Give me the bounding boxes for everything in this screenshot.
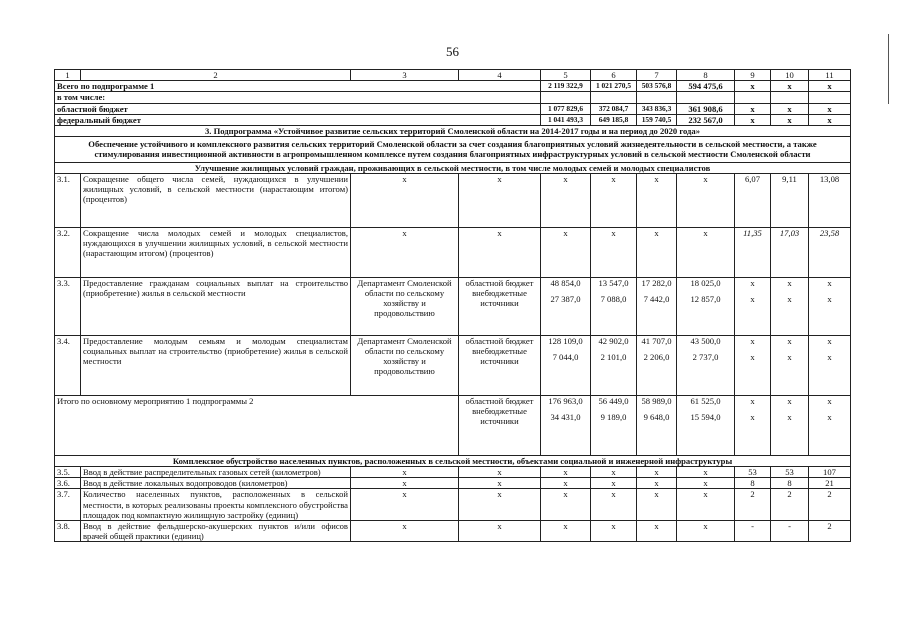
table-row [55, 173, 851, 227]
value-a: 48 854,0 [550, 277, 581, 288]
cell [637, 395, 677, 455]
cell: х [459, 521, 541, 542]
table-row [55, 489, 851, 521]
summary-value: 649 185,8 [591, 114, 637, 125]
col-header: 7 [637, 70, 677, 81]
cell: х [459, 489, 541, 521]
cell: 2 [809, 489, 851, 521]
section-row [55, 162, 851, 173]
summary-value: 594 475,6 [677, 81, 735, 92]
row-number: 3.6. [55, 478, 81, 489]
funding-source [459, 395, 541, 455]
cell: 2 [735, 489, 771, 521]
cell: х [677, 227, 735, 277]
summary-value: х [771, 103, 809, 114]
source-extrabudget: внебюджетные источники [472, 406, 527, 427]
x-mark: х [787, 277, 792, 288]
margin-line [888, 34, 889, 104]
summary-value: х [771, 81, 809, 92]
x-mark: х [750, 294, 755, 305]
value-b: 7 044,0 [552, 352, 579, 363]
x-mark: х [750, 412, 755, 423]
cell [677, 277, 735, 335]
cell: х [591, 478, 637, 489]
cell [591, 395, 637, 455]
cell: 11,35 [735, 227, 771, 277]
summary-value: 343 836,3 [637, 103, 677, 114]
cell: 2 [771, 489, 809, 521]
row-text: Количество населенных пунктов, расположенных в сельской местности, в которых реализованы проекты комплексного обустройства площадок под компактную жилищную застройку (единиц) [81, 489, 351, 521]
value-b: 7 088,0 [600, 294, 627, 305]
summary-row [55, 103, 851, 114]
cell: - [771, 521, 809, 542]
summary-value: х [809, 81, 851, 92]
cell: 2 [809, 521, 851, 542]
row-text: Предоставление молодым семьям и молодым специалистам социальных выплат на строительство (приобретение) жилья в сельской местности [81, 335, 351, 395]
subprogram-row [55, 126, 851, 137]
cell: 13,08 [809, 173, 851, 227]
source-regional: областной бюджет [465, 277, 534, 288]
cell: 107 [809, 467, 851, 478]
cell: х [351, 467, 459, 478]
cell [735, 335, 771, 395]
summary-value: 1 021 270,5 [591, 81, 637, 92]
summary-value: 2 119 322,9 [541, 81, 591, 92]
funding-source [459, 277, 541, 335]
cell [637, 335, 677, 395]
cell: 9,11 [771, 173, 809, 227]
row-text: Ввод в действие локальных водопроводов (километров) [81, 478, 351, 489]
row-text: Ввод в действие распределительных газовых сетей (километров) [81, 467, 351, 478]
summary-label: федеральный бюджет [55, 114, 541, 125]
cell: х [459, 467, 541, 478]
cell [677, 335, 735, 395]
value-a: 128 109,0 [548, 335, 583, 346]
summary-value: 1 077 829,6 [541, 103, 591, 114]
cell [541, 395, 591, 455]
summary-value: 361 908,6 [677, 103, 735, 114]
source-extrabudget: внебюджетные источники [472, 346, 527, 367]
total-label: Итого по основному мероприятию 1 подпрограммы 2 [55, 395, 459, 455]
x-mark: х [787, 335, 792, 346]
value-a: 58 989,0 [641, 395, 672, 406]
cell: х [637, 521, 677, 542]
cell [771, 277, 809, 335]
cell: х [591, 227, 637, 277]
value-a: 43 500,0 [690, 335, 721, 346]
cell: х [541, 478, 591, 489]
summary-value [541, 92, 591, 103]
cell [809, 395, 851, 455]
col-header: 5 [541, 70, 591, 81]
cell: х [351, 227, 459, 277]
table-row [55, 335, 851, 395]
value-a: 17 282,0 [641, 277, 672, 288]
summary-value: х [771, 114, 809, 125]
x-mark: х [827, 352, 832, 363]
cell: х [459, 173, 541, 227]
value-b: 2 737,0 [692, 352, 719, 363]
value-b: 12 857,0 [690, 294, 721, 305]
cell [809, 335, 851, 395]
cell: х [591, 521, 637, 542]
x-mark: х [787, 294, 792, 305]
executor: Департамент Смоленской области по сельскому хозяйству и продовольствию [351, 335, 459, 395]
row-number: 3.8. [55, 521, 81, 542]
col-header: 9 [735, 70, 771, 81]
col-header: 11 [809, 70, 851, 81]
row-number: 3.2. [55, 227, 81, 277]
value-b: 34 431,0 [550, 412, 581, 423]
cell: х [351, 521, 459, 542]
x-mark: х [827, 335, 832, 346]
x-mark: х [750, 335, 755, 346]
cell: х [541, 173, 591, 227]
row-text: Ввод в действие фельдшерско-акушерских пунктов и/или офисов врачей общей практики (единиц) [81, 521, 351, 542]
x-mark: х [827, 294, 832, 305]
summary-value: х [809, 103, 851, 114]
cell: х [637, 478, 677, 489]
x-mark: х [750, 352, 755, 363]
cell [541, 277, 591, 335]
cell [771, 335, 809, 395]
data-table [54, 69, 851, 542]
summary-label: в том числе: [55, 92, 541, 103]
summary-value [677, 92, 735, 103]
cell: х [677, 173, 735, 227]
table-row [55, 521, 851, 542]
cell: х [677, 489, 735, 521]
summary-value: 503 576,8 [637, 81, 677, 92]
value-a: 61 525,0 [690, 395, 721, 406]
col-header: 1 [55, 70, 81, 81]
cell [809, 277, 851, 335]
cell: 6,07 [735, 173, 771, 227]
row-number: 3.3. [55, 277, 81, 335]
summary-value [771, 92, 809, 103]
page-number: 56 [446, 44, 459, 59]
summary-value: 159 740,5 [637, 114, 677, 125]
cell [771, 395, 809, 455]
total-row [55, 395, 851, 455]
cell: х [591, 173, 637, 227]
cell: 8 [735, 478, 771, 489]
row-text: Сокращение числа молодых семей и молодых специалистов, нуждающихся в улучшении жилищных условий, в сельской местности (нарастающим итогом) (процентов) [81, 227, 351, 277]
summary-value: 372 084,7 [591, 103, 637, 114]
cell: х [677, 478, 735, 489]
cell: х [541, 467, 591, 478]
row-number: 3.4. [55, 335, 81, 395]
table-row [55, 277, 851, 335]
header-row [55, 70, 851, 81]
cell: х [637, 467, 677, 478]
cell [677, 395, 735, 455]
value-b: 2 101,0 [600, 352, 627, 363]
table-row [55, 467, 851, 478]
col-header: 2 [81, 70, 351, 81]
cell [591, 277, 637, 335]
row-number: 3.7. [55, 489, 81, 521]
value-b: 9 189,0 [600, 412, 627, 423]
col-header: 6 [591, 70, 637, 81]
value-b: 9 648,0 [643, 412, 670, 423]
table-row [55, 478, 851, 489]
cell [637, 277, 677, 335]
value-a: 18 025,0 [690, 277, 721, 288]
value-b: 7 442,0 [643, 294, 670, 305]
cell: х [591, 489, 637, 521]
col-header: 8 [677, 70, 735, 81]
cell: х [591, 467, 637, 478]
value-b: 2 206,0 [643, 352, 670, 363]
cell: х [459, 227, 541, 277]
x-mark: х [827, 395, 832, 406]
summary-value [591, 92, 637, 103]
goal-text: Обеспечение устойчивого и комплексного развития сельских территорий Смоленской области за счет создания благоприятных условий жизнедеятельности в сельской местности, а также стимулирования инвестиционной активности в агропромышленном комплексе путем создания благоприятных инфраструктурных условий в сельской местности Смоленской области [55, 137, 851, 162]
x-mark: х [787, 395, 792, 406]
cell [591, 335, 637, 395]
cell: 17,03 [771, 227, 809, 277]
subprogram-title: 3. Подпрограмма «Устойчивое развитие сельских территорий Смоленской области на 2014-2017 годы и на период до 2020 года» [55, 126, 851, 137]
table-row [55, 227, 851, 277]
value-a: 42 902,0 [598, 335, 629, 346]
value-a: 41 707,0 [641, 335, 672, 346]
summary-value [637, 92, 677, 103]
cell: 8 [771, 478, 809, 489]
x-mark: х [827, 277, 832, 288]
cell [735, 395, 771, 455]
summary-value: х [809, 114, 851, 125]
source-regional: областной бюджет [465, 335, 534, 346]
value-a: 13 547,0 [598, 277, 629, 288]
cell: 21 [809, 478, 851, 489]
col-header: 10 [771, 70, 809, 81]
x-mark: х [827, 412, 832, 423]
cell [735, 277, 771, 335]
value-b: 15 594,0 [690, 412, 721, 423]
cell [541, 335, 591, 395]
summary-row [55, 114, 851, 125]
value-b: 27 387,0 [550, 294, 581, 305]
cell: х [351, 478, 459, 489]
cell: 23,58 [809, 227, 851, 277]
value-a: 176 963,0 [548, 395, 583, 406]
cell: х [637, 173, 677, 227]
summary-label: Всего по подпрограмме 1 [55, 81, 541, 92]
cell: - [735, 521, 771, 542]
goal-row [55, 137, 851, 162]
summary-value: х [735, 114, 771, 125]
summary-value [735, 92, 771, 103]
cell: х [541, 521, 591, 542]
row-text: Сокращение общего числа семей, нуждающихся в улучшении жилищных условий, в сельской местности (нарастающим итогом) (процентов) [81, 173, 351, 227]
cell: х [637, 489, 677, 521]
x-mark: х [787, 352, 792, 363]
summary-value: 1 041 493,3 [541, 114, 591, 125]
cell: х [677, 467, 735, 478]
x-mark: х [750, 277, 755, 288]
col-header: 3 [351, 70, 459, 81]
source-extrabudget: внебюджетные источники [472, 288, 527, 309]
summary-row [55, 81, 851, 92]
x-mark: х [750, 395, 755, 406]
summary-row [55, 92, 851, 103]
summary-label: областной бюджет [55, 103, 541, 114]
col-header: 4 [459, 70, 541, 81]
section-title: Комплексное обустройство населенных пунктов, расположенных в сельской местности, объектами социальной и инженерной инфраструктуры [55, 455, 851, 466]
section-title: Улучшение жилищных условий граждан, проживающих в сельской местности, в том числе молодых семей и молодых специалистов [55, 162, 851, 173]
summary-value: х [735, 103, 771, 114]
row-number: 3.5. [55, 467, 81, 478]
row-text: Предоставление гражданам социальных выплат на строительство (приобретение) жилья в сельской местности [81, 277, 351, 335]
funding-source [459, 335, 541, 395]
cell: 53 [735, 467, 771, 478]
row-number: 3.1. [55, 173, 81, 227]
x-mark: х [787, 412, 792, 423]
cell: х [541, 489, 591, 521]
cell: х [677, 521, 735, 542]
cell: х [351, 489, 459, 521]
executor: Департамент Смоленской области по сельскому хозяйству и продовольствию [351, 277, 459, 335]
section-row [55, 455, 851, 466]
summary-value [809, 92, 851, 103]
cell: х [459, 478, 541, 489]
cell: х [351, 173, 459, 227]
summary-value: х [735, 81, 771, 92]
summary-value: 232 567,0 [677, 114, 735, 125]
source-regional: областной бюджет [465, 395, 534, 406]
cell: 53 [771, 467, 809, 478]
value-a: 56 449,0 [598, 395, 629, 406]
cell: х [637, 227, 677, 277]
cell: х [541, 227, 591, 277]
